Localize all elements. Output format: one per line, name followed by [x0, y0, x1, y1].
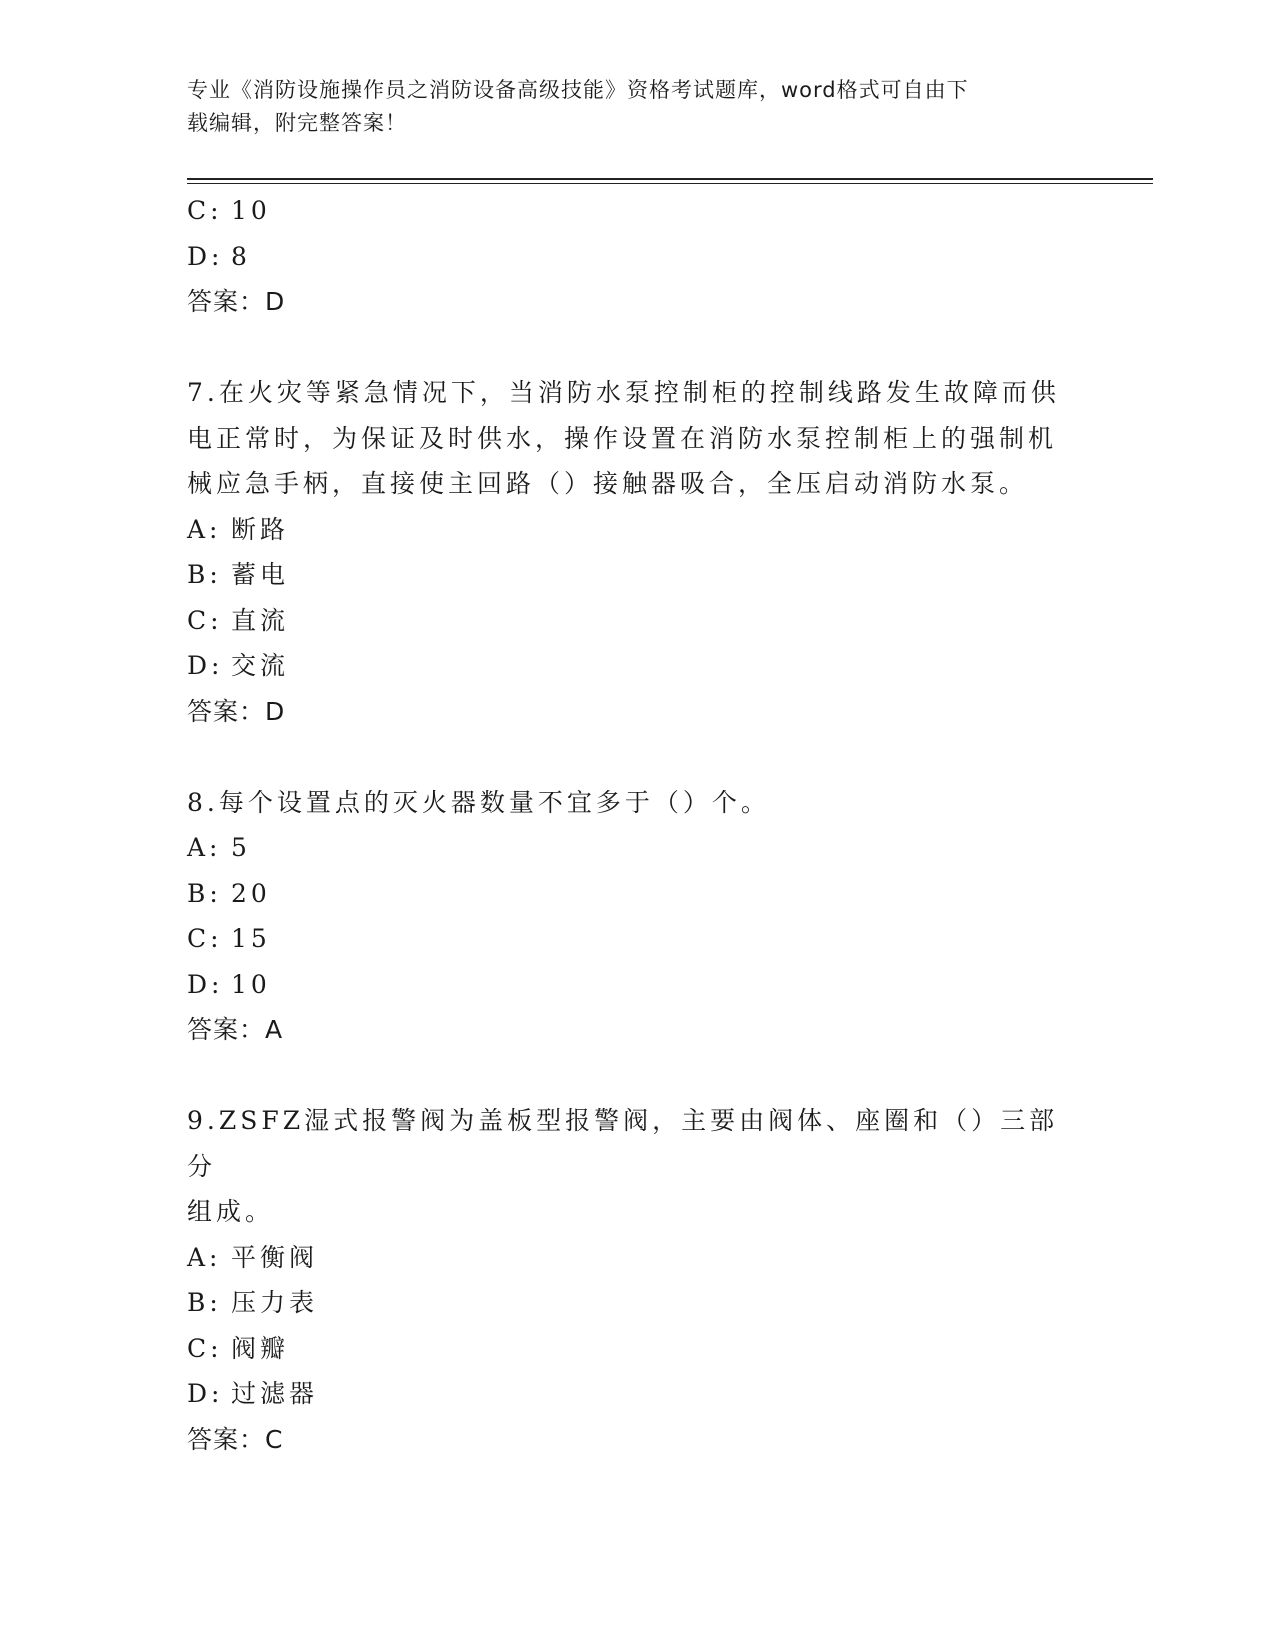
question-8: [187, 780, 1087, 1053]
answer-line: 答案：A: [187, 1015, 284, 1044]
question-stem-line: 组成。: [187, 1197, 275, 1226]
option-d: D: 8: [187, 241, 251, 271]
question-stem-line: 械应急手柄，直接使主回路（）接触器吸合，全压启动消防水泵。: [187, 469, 1029, 498]
answer-line: 答案：D: [187, 696, 286, 726]
partial-question: [187, 188, 1087, 325]
spacer: [187, 325, 1087, 371]
option-b: B: 蓄电: [187, 560, 290, 589]
option-c: C: 15: [187, 924, 271, 953]
option-b: B: 20: [187, 878, 271, 908]
header-line-2: 载编辑，附完整答案！: [187, 111, 407, 135]
question-stem-line: 8.每个设置点的灭火器数量不宜多于（）个。: [187, 787, 770, 817]
option-d: D: 10: [187, 969, 271, 999]
question-stem-line: 9.ZSFZ湿式报警阀为盖板型报警阀，主要由阀体、座圈和（）三部分: [187, 1106, 1059, 1181]
option-a: A: 5: [187, 833, 251, 862]
option-d: D: 过滤器: [187, 1379, 319, 1408]
question-stem-line: 7.在火灾等紧急情况下，当消防水泵控制柜的控制线路发生故障而供: [187, 378, 1060, 407]
option-c: C: 阀瓣: [187, 1333, 290, 1363]
option-b: B: 压力表: [187, 1288, 319, 1317]
spacer: [187, 1053, 1087, 1099]
option-d: D: 交流: [187, 651, 290, 680]
option-a: A: 平衡阀: [187, 1242, 319, 1272]
option-a: A: 断路: [187, 514, 290, 544]
question-stem-line: 电正常时，为保证及时供水，操作设置在消防水泵控制柜上的强制机: [187, 423, 1058, 453]
question-9: [187, 1098, 1087, 1462]
answer-line: 答案：D: [187, 287, 286, 316]
spacer: [187, 734, 1087, 780]
answer-line: 答案：C: [187, 1424, 284, 1454]
option-c: C: 直流: [187, 605, 290, 635]
question-content: [187, 188, 1087, 1462]
document-header: [187, 74, 1067, 140]
header-line-1: 专业《消防设施操作员之消防设备高级技能》资格考试题库，word格式可自由下: [187, 78, 969, 102]
option-c: C: 10: [187, 196, 271, 225]
header-rule-thick: [187, 178, 1153, 180]
header-rule-thin: [187, 183, 1153, 184]
question-7: [187, 370, 1087, 734]
